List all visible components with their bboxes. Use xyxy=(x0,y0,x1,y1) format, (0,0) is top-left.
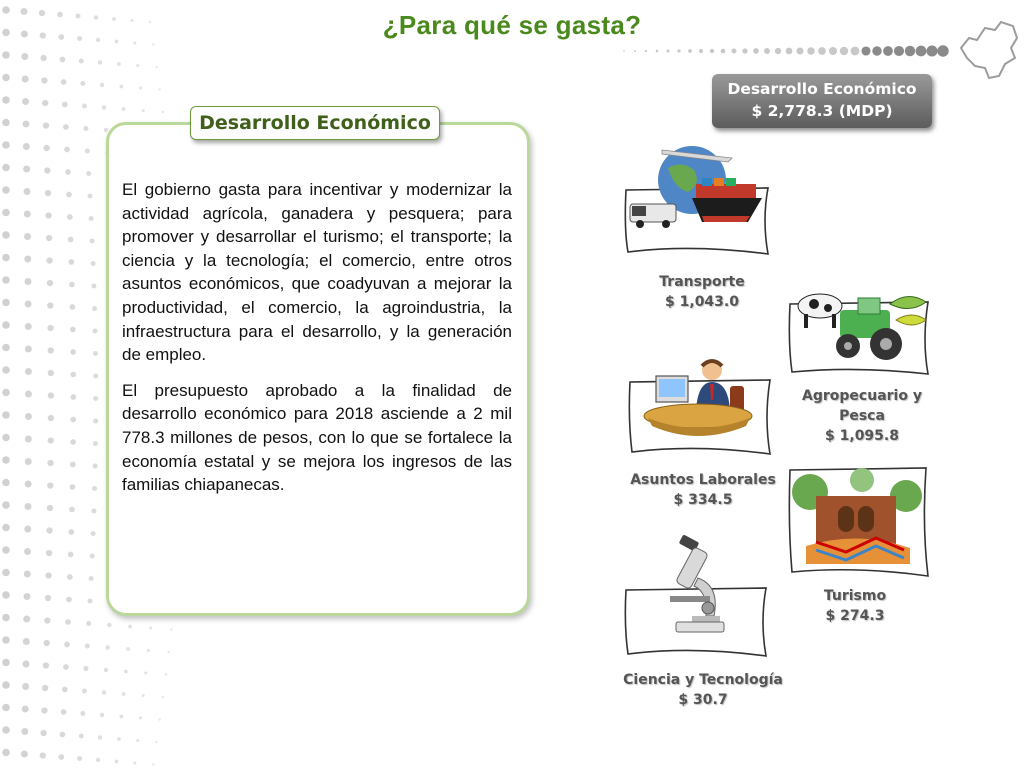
total-budget-badge xyxy=(712,74,932,128)
card-label-turismo xyxy=(780,586,930,626)
paragraph: El gobierno gasta para incentivar y modernizar la actividad agrícola, ganadera y pesquera; para promover y desarrollar el turismo; el transporte; la ciencia y la tecnología; el comercio, entre otros asuntos económicos, que coadyuvan a mejorar la productividad, el comercio, la agroindustria, la infraestructura para el desarrollo, y la generación de empleo. xyxy=(122,180,512,365)
paragraph: El presupuesto aprobado a la finalidad de desarrollo económico para 2018 asciende a 2 mil 778.3 millones de pesos, con lo que se fortalece la economía estatal y se mejora los ingresos de las familias chiapanecas. xyxy=(122,380,512,495)
item-name: Agropecuario y Pesca xyxy=(802,388,922,424)
card-label-agropecuario xyxy=(782,386,942,446)
tourism-icon xyxy=(786,466,931,578)
farm-icon xyxy=(786,284,931,376)
decorative-dot-line xyxy=(620,40,950,62)
microscope-icon xyxy=(622,534,770,658)
item-amount: $ 334.5 xyxy=(673,492,733,508)
item-name: Transporte xyxy=(659,274,745,290)
item-name: Asuntos Laborales xyxy=(630,472,776,488)
item-amount: $ 30.7 xyxy=(678,692,728,708)
item-name: Ciencia y Tecnología xyxy=(623,672,783,688)
card-label-ciencia xyxy=(622,670,784,710)
card-label-transporte xyxy=(622,272,782,312)
item-amount: $ 274.3 xyxy=(825,608,885,624)
panel-header: Desarrollo Económico xyxy=(190,106,440,140)
panel-body xyxy=(122,178,512,509)
total-label: Desarrollo Económico xyxy=(727,80,917,98)
item-amount: $ 1,043.0 xyxy=(665,294,739,310)
item-name: Turismo xyxy=(823,588,887,604)
card-asuntos-laborales xyxy=(626,356,774,456)
card-turismo xyxy=(786,466,931,578)
transport-icon xyxy=(622,140,772,260)
card-label-asuntos-laborales xyxy=(628,470,778,510)
card-agropecuario xyxy=(786,284,931,376)
card-ciencia xyxy=(622,534,770,658)
card-transporte xyxy=(622,140,772,260)
total-amount: $ 2,778.3 (MDP) xyxy=(751,102,893,120)
office-worker-icon xyxy=(626,356,774,456)
item-amount: $ 1,095.8 xyxy=(825,428,899,444)
page-title: ¿Para qué se gasta? xyxy=(382,10,642,40)
